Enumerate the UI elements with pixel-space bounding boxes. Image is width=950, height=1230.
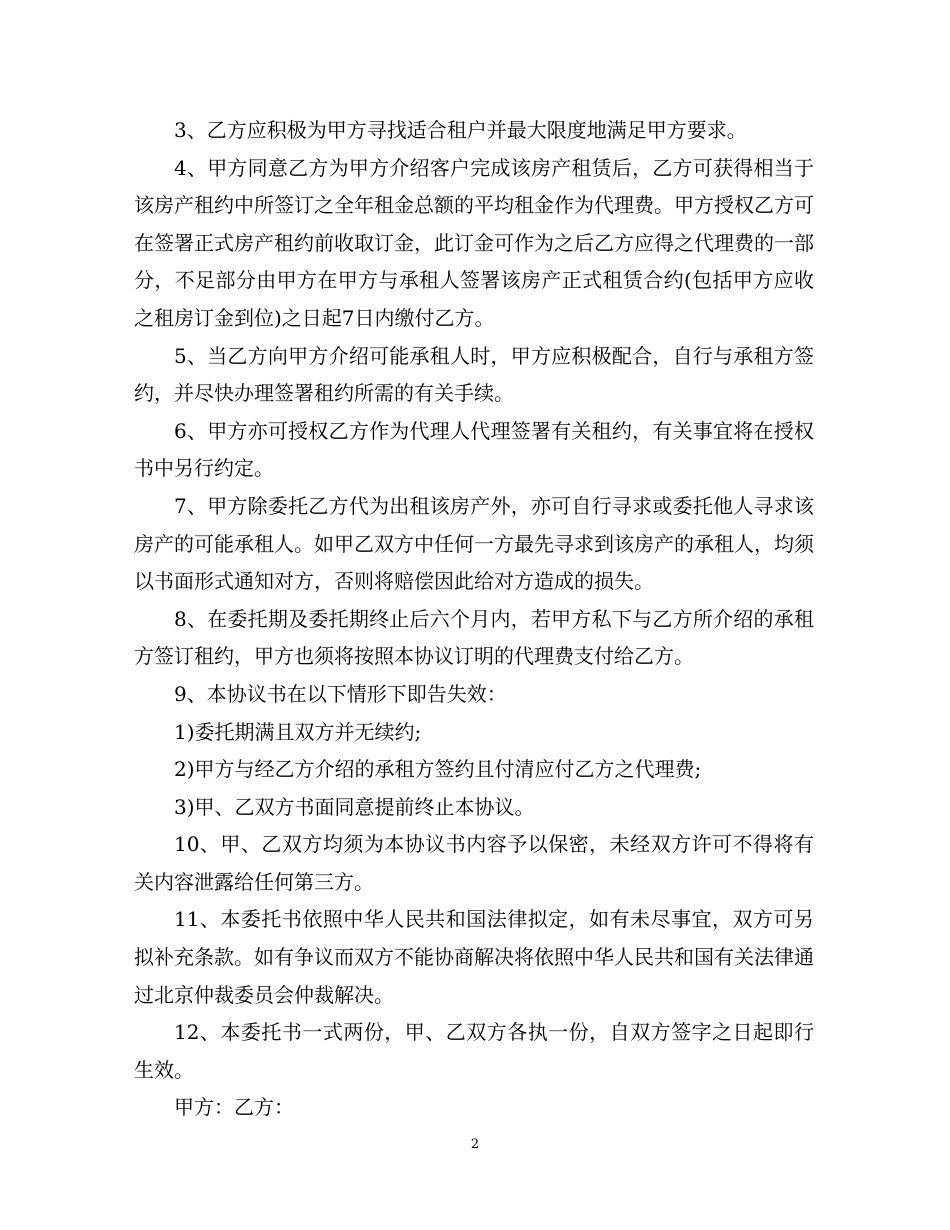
clause-3: 3、乙方应积极为甲方寻找适合租户并最大限度地满足甲方要求。	[174, 118, 747, 142]
clause-9-item-1: 1)委托期满且双方并无续约;	[174, 719, 422, 744]
clause-9-item-3: 3)甲、乙双方书面同意提前终止本协议。	[174, 794, 535, 819]
clause-11: 11、本委托书依照中华人民共和国法律拟定，如有未尽事宜，双方可另拟补充条款。如有争议而双方不能协商解决将依照中华人民共和国有关法律通过北京仲裁委员会仲裁解决。	[134, 907, 814, 1007]
clause-8: 8、在委托期及委托期终止后六个月内，若甲方私下与乙方所介绍的承租方签订租约，甲方也须将按照本协议订明的代理费支付给乙方。	[134, 606, 814, 669]
clause-10: 10、甲、乙双方均须为本协议书内容予以保密，未经双方许可不得将有关内容泄露给任何第三方。	[134, 832, 814, 894]
clause-7: 7、甲方除委托乙方代为出租该房产外，亦可自行寻求或委托他人寻求该房产的可能承租人。如甲乙双方中任何一方最先寻求到该房产的承租人，均须以书面形式通知对方，否则将赔偿因此给对方造成的损失。	[134, 493, 814, 594]
clause-6: 6、甲方亦可授权乙方作为代理人代理签署有关租约，有关事宜将在授权书中另行约定。	[134, 418, 814, 481]
clause-5: 5、当乙方向甲方介绍可能承租人时，甲方应积极配合，自行与承租方签约，并尽快办理签署租约所需的有关手续。	[134, 343, 814, 406]
document-body	[134, 112, 814, 1127]
page-number: 2	[470, 1137, 480, 1152]
clause-4: 4、甲方同意乙方为甲方介绍客户完成该房产租赁后，乙方可获得相当于该房产租约中所签订之全年租金总额的平均租金作为代理费。甲方授权乙方可在签署正式房产租约前收取订金，此订金可作为之后乙方应得之代理费的一部分，不足部分由甲方在甲方与承租人签署该房产正式租赁合约(包括甲方应收之租房订金到位)之日起7日内缴付乙方。	[134, 155, 814, 330]
clause-9: 9、本协议书在以下情形下即告失效：	[174, 681, 507, 706]
clause-12: 12、本委托书一式两份，甲、乙双方各执一份，自双方签字之日起即行生效。	[134, 1020, 814, 1082]
signature-line: 甲方：乙方：	[174, 1095, 294, 1120]
clause-9-item-2: 2)甲方与经乙方介绍的承租方签约且付清应付乙方之代理费;	[174, 757, 702, 782]
